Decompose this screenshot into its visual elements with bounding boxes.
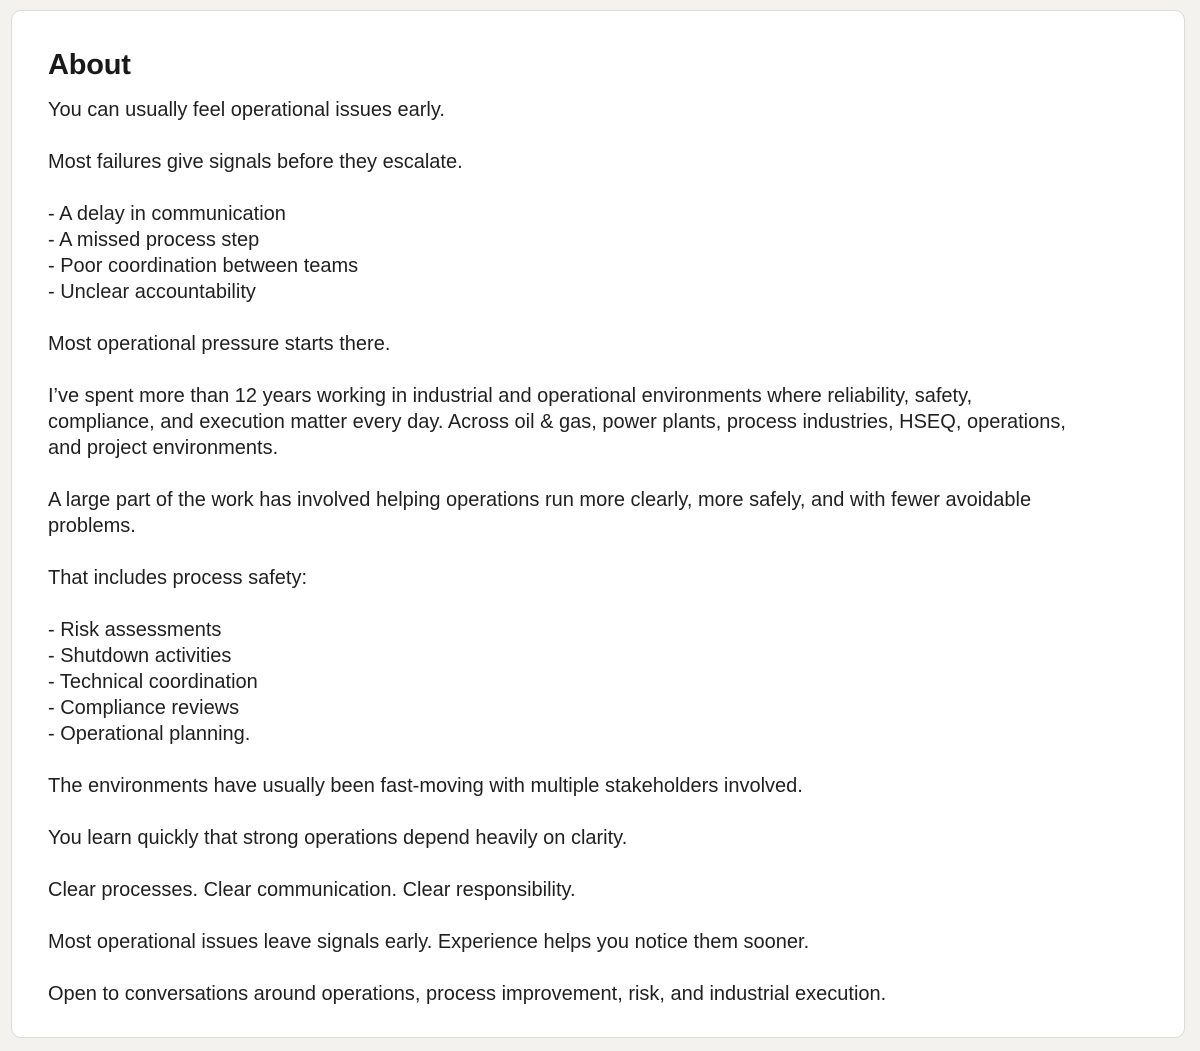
about-paragraph-line: problems. bbox=[48, 515, 136, 537]
about-paragraph: Clear processes. Clear communication. Clear responsibility. bbox=[48, 879, 576, 901]
about-card bbox=[11, 10, 1185, 1038]
about-paragraph: Most operational issues leave signals early. Experience helps you notice them sooner. bbox=[48, 931, 810, 953]
about-bullet-item: - Unclear accountability bbox=[48, 281, 256, 303]
about-bullet-item: - Technical coordination bbox=[48, 671, 258, 693]
about-paragraph: Open to conversations around operations, process improvement, risk, and industrial execution. bbox=[48, 983, 887, 1005]
about-paragraph-line: compliance, and execution matter every day. Across oil & gas, power plants, process industries, HSEQ, operations, bbox=[48, 411, 1066, 433]
about-paragraph: Most operational pressure starts there. bbox=[48, 333, 391, 355]
about-paragraph: Most failures give signals before they escalate. bbox=[48, 151, 463, 173]
about-paragraph bbox=[48, 487, 1154, 539]
about-paragraph: You learn quickly that strong operations depend heavily on clarity. bbox=[48, 827, 628, 849]
about-paragraph-line: and project environments. bbox=[48, 437, 279, 459]
about-body bbox=[48, 97, 1154, 1033]
about-bullet-list bbox=[48, 201, 1154, 305]
about-paragraph: The environments have usually been fast-moving with multiple stakeholders involved. bbox=[48, 775, 803, 797]
about-title: About bbox=[48, 49, 131, 81]
about-paragraph-line: I’ve spent more than 12 years working in industrial and operational environments where reliability, safety, bbox=[48, 385, 973, 407]
about-bullet-item: - A delay in communication bbox=[48, 203, 286, 225]
about-bullet-item: - Risk assessments bbox=[48, 619, 222, 641]
about-paragraph-line: A large part of the work has involved helping operations run more clearly, more safely, and with fewer avoidable bbox=[48, 489, 1032, 511]
about-paragraph: You can usually feel operational issues early. bbox=[48, 99, 445, 121]
about-bullet-item: - Operational planning. bbox=[48, 723, 251, 745]
about-bullet-item: - A missed process step bbox=[48, 229, 260, 251]
about-paragraph: That includes process safety: bbox=[48, 567, 308, 589]
about-bullet-list bbox=[48, 617, 1154, 747]
about-paragraph bbox=[48, 383, 1154, 461]
about-bullet-item: - Compliance reviews bbox=[48, 697, 240, 719]
about-bullet-item: - Shutdown activities bbox=[48, 645, 232, 667]
about-bullet-item: - Poor coordination between teams bbox=[48, 255, 359, 277]
